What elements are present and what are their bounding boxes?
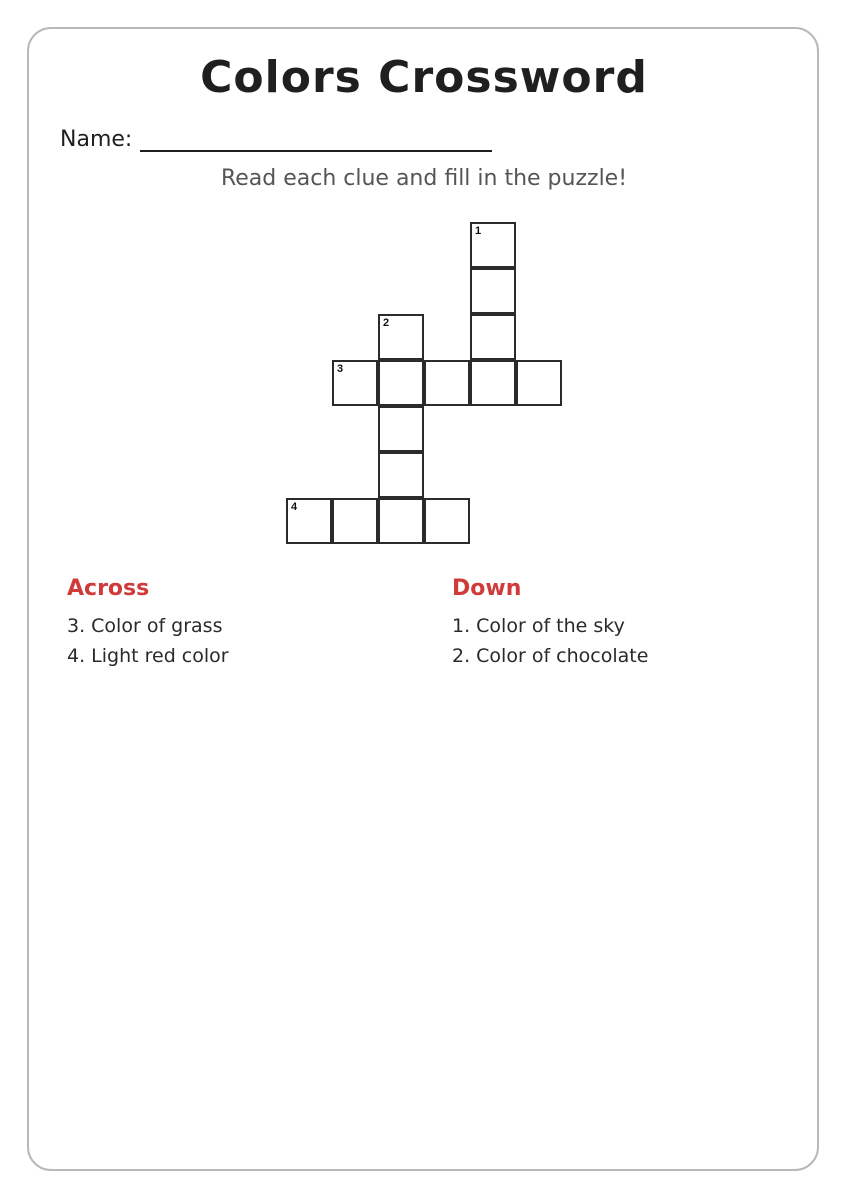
grid-cell[interactable] (470, 314, 516, 360)
grid-cell[interactable] (470, 222, 516, 268)
grid-cell[interactable] (424, 360, 470, 406)
clue-item: 2. Color of chocolate (452, 645, 649, 667)
clue-number: 1 (475, 225, 482, 237)
instructions: Read each clue and fill in the puzzle! (220, 166, 628, 191)
clue-item: 1. Color of the sky (452, 615, 625, 637)
name-field[interactable] (140, 124, 492, 152)
grid-cell[interactable] (516, 360, 562, 406)
clue-number: 2 (383, 317, 390, 329)
clue-item: 4. Light red color (67, 645, 229, 667)
across-clues (67, 575, 229, 671)
grid-cell[interactable] (332, 498, 378, 544)
grid-cell[interactable] (470, 360, 516, 406)
clue-number: 4 (291, 501, 298, 513)
grid-cell[interactable] (470, 268, 516, 314)
grid-cell[interactable] (332, 360, 378, 406)
name-label: Name: (60, 127, 133, 152)
name-row (60, 118, 492, 152)
down-heading: Down (452, 576, 522, 601)
grid-cell[interactable] (378, 314, 424, 360)
grid-cell[interactable] (424, 498, 470, 544)
clue-number: 3 (337, 363, 344, 375)
page-title: Colors Crossword (200, 52, 648, 103)
clue-item: 3. Color of grass (67, 615, 223, 637)
grid-cell[interactable] (378, 360, 424, 406)
down-clues (452, 575, 648, 671)
grid-cell[interactable] (286, 498, 332, 544)
grid-cell[interactable] (378, 498, 424, 544)
grid-cell[interactable] (378, 406, 424, 452)
grid-cell[interactable] (378, 452, 424, 498)
across-heading: Across (67, 576, 150, 601)
